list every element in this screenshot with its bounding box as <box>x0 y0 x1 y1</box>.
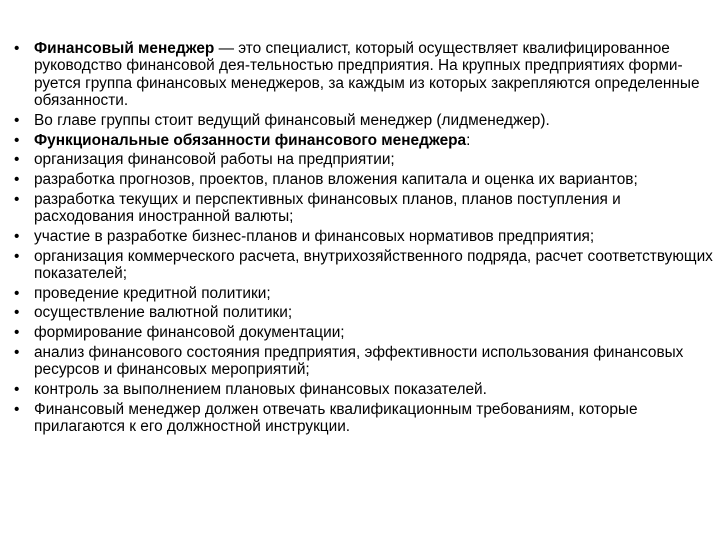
bullet-icon: • <box>14 227 20 245</box>
bullet-icon: • <box>14 304 20 322</box>
list-item <box>14 228 714 245</box>
item-text: контроль за выполнением плановых финансовых показателей. <box>34 380 487 398</box>
item-text: Во главе группы стоит ведущий финансовый менеджер (лидменеджер). <box>34 111 550 129</box>
list-item <box>14 171 714 188</box>
list-item <box>14 324 714 341</box>
item-text: организация коммерческого расчета, внутрихозяйственного подряда, расчет соответствующих показателей; <box>34 247 713 282</box>
bullet-icon: • <box>14 400 20 418</box>
list-item <box>14 132 714 149</box>
list-item <box>14 40 714 110</box>
item-lead: Финансовый менеджер <box>34 40 215 57</box>
item-text: : <box>466 131 471 149</box>
bullet-icon: • <box>14 324 20 342</box>
bullet-icon: • <box>14 111 20 129</box>
list-item <box>14 248 714 283</box>
list-item <box>14 344 714 379</box>
bullet-icon: • <box>14 247 20 265</box>
bullet-icon: • <box>14 131 20 149</box>
list-item <box>14 381 714 398</box>
bullet-icon: • <box>14 380 20 398</box>
list-item <box>14 285 714 302</box>
item-text: формирование финансовой документации; <box>34 324 345 342</box>
bullet-icon: • <box>14 343 20 361</box>
item-lead: Функциональные обязанности финансового менеджера <box>34 131 467 149</box>
item-text: разработка текущих и перспективных финансовых планов, планов поступления и расходования иностранной валюты; <box>34 190 621 226</box>
list-item <box>14 401 714 436</box>
item-text: проведение кредитной политики; <box>34 284 271 302</box>
item-text: анализ финансового состояния предприятия, эффективности использования финансовых ресурсов и финансовых мероприятий; <box>34 343 684 379</box>
bullet-icon: • <box>14 171 20 189</box>
item-text: — это специалист, который осуществляет квалифицированное руководство финансовой дея-тельностью предприятия. На крупных предприятиях форми-руется группа финансовых менеджеров, за каждым из которых закрепляются определенные обязанности. <box>34 40 700 110</box>
list-item <box>14 191 714 226</box>
bullet-icon: • <box>14 151 20 169</box>
list-item <box>14 304 714 321</box>
item-text: разработка прогнозов, проектов, планов вложения капитала и оценка их вариантов; <box>34 171 638 189</box>
list-item <box>14 151 714 168</box>
item-text: Финансовый менеджер должен отвечать квалификационным требованиям, которые прилагаются к его должностной инструкции. <box>34 400 638 435</box>
bullet-icon: • <box>14 40 20 57</box>
item-text: участие в разработке бизнес-планов и финансовых нормативов предприятия; <box>34 227 595 245</box>
bullet-icon: • <box>14 284 20 302</box>
item-text: осуществление валютной политики; <box>34 304 293 322</box>
bullet-list <box>14 40 714 438</box>
bullet-icon: • <box>14 190 20 208</box>
list-item <box>14 112 714 129</box>
item-text: организация финансовой работы на предприятии; <box>34 151 395 169</box>
